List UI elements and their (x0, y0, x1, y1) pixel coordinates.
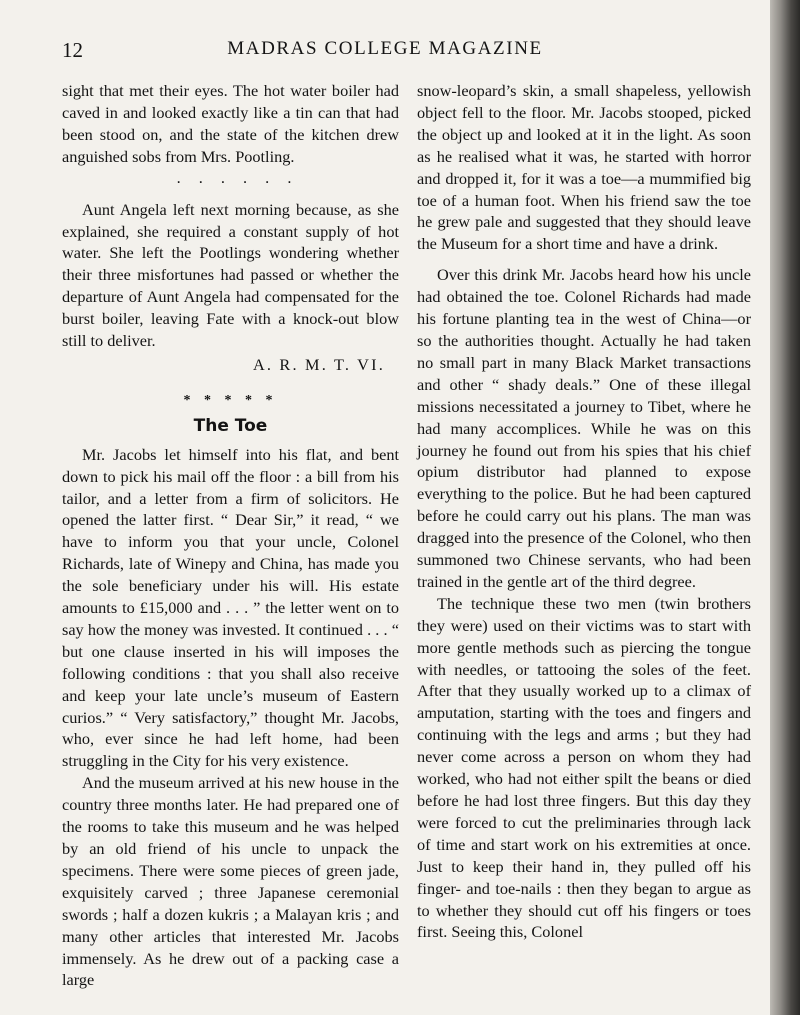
story-paragraph: snow-leopard’s skin, a small shapeless, yellowish object fell to the floor. Mr. Jacobs stooped, picked the object up and looked at it in the light. As soon as he realised what it was, he started with horror and dropped it, for it was a toe—a mummified big toe of a human foot. When his friend saw the toe he grew pale and suggested that they should leave the Museum for a short time and have a drink. (417, 81, 751, 254)
page-header (0, 38, 770, 68)
story-paragraph: Over this drink Mr. Jacobs heard how his uncle had obtained the toe. Colonel Richards had made his fortune planting tea in the west of China—or so the authorities thought. Actually he had taken no small part in many Black Market transactions and other “ shady deals.” One of these illegal missions necessitated a journey to Tibet, where he had many accomplices. While he was on this journey he found out from his spies that his chief opium distributor had planned to expose everything to the police. But he had been captured before he could carry out his plans. The man was dragged into the presence of the Colonel, who then summoned two Chinese servants, who had been trained in the gentle art of the third degree. (417, 265, 751, 591)
page-number: 12 (62, 38, 83, 62)
previous-story-paragraph: Aunt Angela left next morning because, as she explained, she required a constant supply of hot water. She left the Pootlings wondering whether their three misfortunes had passed or whether the departure of Aunt Angela had compensated for the burst boiler, leaving Fate with a knock-out blow still to deliver. (62, 199, 399, 351)
story-title: The Toe (193, 415, 268, 436)
author-signature: A. R. M. T. VI. (252, 354, 385, 374)
left-column (62, 80, 399, 991)
story-paragraph: The technique these two men (twin brothers they were) used on their victims was to start with more gentle methods such as piercing the tongue with needles, or tattooing the soles of the feet. After that they usually worked up to a climax of amputation, starting with the toes and fingers and continuing with the legs and arms ; but they had never come across a person on whom they had worked, who had not either spilt the beans or died before he had lost three fingers. But this day they were forced to cut the preliminaries through lack of time and start work on his extremities at once. Just to keep their hand in, they pulled off his finger- and toe-nails : then they began to argue as to whether they should cut off his fingers or toes first. Seeing this, Colonel (417, 593, 751, 942)
dot-separator: . . . . . . (176, 167, 299, 187)
previous-story-ending: sight that met their eyes. The hot water boiler had caved in and looked exactly like a tin can that had been stood on, and the state of the kitchen drew anguished sobs from Mrs. Pootling. (62, 81, 399, 166)
star-separator: * * * * * (183, 392, 278, 408)
story-paragraph: Mr. Jacobs let himself into his flat, and bent down to pick his mail off the floor : a bill from his tailor, and a letter from a firm of solicitors. He opened the latter first. “ Dear Sir,” it read, “ we have to inform you that your uncle, Colonel Richards, late of Winepy and China, has made you the sole beneficiary under his will. His estate amounts to £15,000 and . . . ” the letter went on to say how the money was invested. It continued . . . “ but one clause inserted in his will imposes the following conditions : that you shall also receive and keep your late uncle’s museum of Eastern curios.” “ Very satisfactory,” thought Mr. Jacobs, who, ever since he had left home, had been struggling in the City for his very existence. (62, 444, 399, 771)
story-paragraph: And the museum arrived at his new house in the country three months later. He had prepared one of the rooms to take this museum and he was helped by an old friend of his uncle to unpack the specimens. There were some pieces of green jade, exquisitely carved ; three Japanese ceremonial swords ; half a dozen kukris ; a Malayan kris ; and many other articles that interested Mr. Jacobs immensely. As he drew out of a packing case a large (62, 773, 399, 990)
right-column (417, 80, 751, 943)
magazine-title: MADRAS COLLEGE MAGAZINE (227, 38, 543, 59)
page-binding-shadow (770, 0, 800, 1015)
